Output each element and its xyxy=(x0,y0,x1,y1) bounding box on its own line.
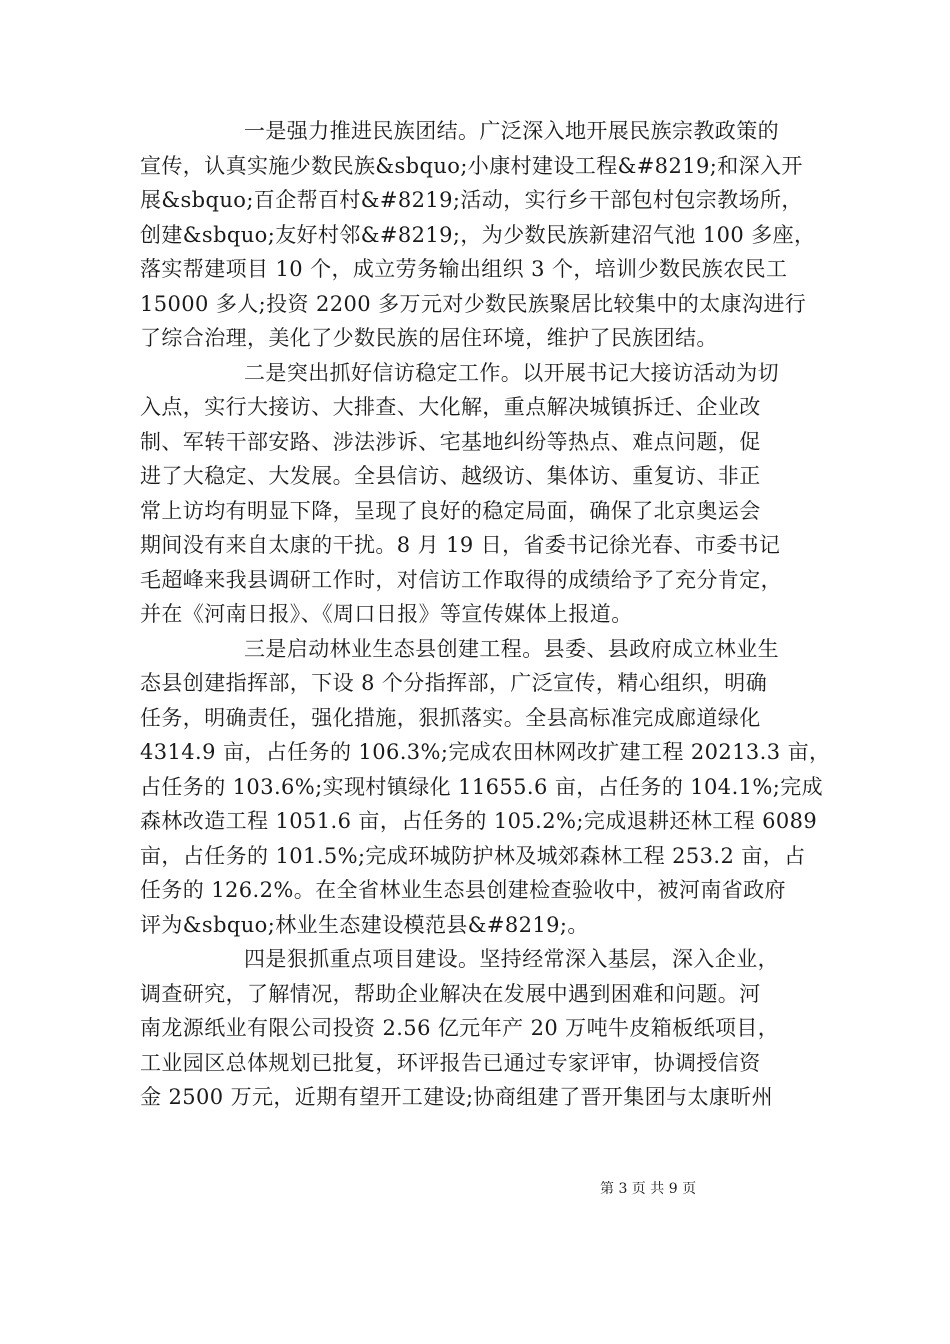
paragraph-line: 任务的 126.2%。在全省林业生态县创建检查验收中，被河南省政府 xyxy=(140,878,786,902)
paragraph-line: 入点，实行大接访、大排查、大化解，重点解决城镇拆迁、企业改 xyxy=(140,395,761,419)
paragraph-line: 四是狠抓重点项目建设。坚持经常深入基层，深入企业， xyxy=(244,947,779,971)
paragraph-line: 工业园区总体规划已批复，环评报告已通过专家评审，协调授信资 xyxy=(140,1050,761,1075)
paragraph-line: 进了大稳定、大发展。全县信访、越级访、集体访、重复访、非正 xyxy=(140,464,761,488)
paragraph-line: 4314.9 亩，占任务的 106.3%;完成农田林网改扩建工程 20213.3 亩， xyxy=(140,740,831,764)
paragraph-key-projects xyxy=(140,942,830,1115)
paragraph-forestry-ecology xyxy=(140,632,830,943)
paragraph-line: 评为&sbquo;林业生态建设模范县&#8219;。 xyxy=(140,912,589,937)
paragraph-line: 亩，占任务的 101.5%;完成环城防护林及城郊森林工程 253.2 亩，占 xyxy=(140,843,806,868)
paragraph-line: 态县创建指挥部，下设 8 个分指挥部，广泛宣传，精心组织，明确 xyxy=(140,671,768,695)
paragraph-line: 森林改造工程 1051.6 亩，占任务的 105.2%;完成退耕还林工程 6089 xyxy=(140,809,818,833)
paragraph-line: 展&sbquo;百企帮百村&#8219;活动，实行乡干部包村包宗教场所， xyxy=(140,188,803,212)
document-body xyxy=(140,114,830,1115)
paragraph-line: 制、军转干部安路、涉法涉诉、宅基地纠纷等热点、难点问题，促 xyxy=(140,429,761,454)
paragraph-line: 常上访均有明显下降，呈现了良好的稳定局面，确保了北京奥运会 xyxy=(140,498,761,523)
paragraph-line: 占任务的 103.6%;实现村镇绿化 11655.6 亩，占任务的 104.1%;完成 xyxy=(140,774,824,799)
paragraph-line: 了综合治理，美化了少数民族的居住环境，维护了民族团结。 xyxy=(140,326,718,350)
paragraph-line: 三是启动林业生态县创建工程。县委、县政府成立林业生 xyxy=(244,636,779,661)
paragraph-line: 南龙源纸业有限公司投资 2.56 亿元年产 20 万吨牛皮箱板纸项目， xyxy=(140,1016,780,1040)
paragraph-line: 任务，明确责任，强化措施，狠抓落实。全县高标准完成廊道绿化 xyxy=(140,705,761,730)
paragraph-line: 15000 多人;投资 2200 多万元对少数民族聚居比较集中的太康沟进行 xyxy=(140,291,807,316)
paragraph-line: 调查研究，了解情况，帮助企业解决在发展中遇到困难和问题。河 xyxy=(140,981,761,1006)
page-number-footer: 第 3 页 共 9 页 xyxy=(600,1181,697,1197)
paragraph-line: 宣传，认真实施少数民族&sbquo;小康村建设工程&#8219;和深入开 xyxy=(140,153,803,178)
paragraph-petition-stability xyxy=(140,356,830,632)
paragraph-line: 期间没有来自太康的干扰。8 月 19 日，省委书记徐光春、市委书记 xyxy=(140,533,781,557)
paragraph-line: 落实帮建项目 10 个，成立劳务输出组织 3 个，培训少数民族农民工 xyxy=(140,257,788,281)
paragraph-line: 毛超峰来我县调研工作时，对信访工作取得的成绩给予了充分肯定， xyxy=(140,567,782,592)
paragraph-line: 一是强力推进民族团结。广泛深入地开展民族宗教政策的 xyxy=(244,119,779,143)
paragraph-line: 创建&sbquo;友好村邻&#8219;，为少数民族新建沼气池 100 多座， xyxy=(140,222,816,247)
paragraph-ethnic-unity xyxy=(140,114,830,356)
paragraph-line: 二是突出抓好信访稳定工作。以开展书记大接访活动为切 xyxy=(244,360,779,385)
paragraph-line: 并在《河南日报》、《周口日报》等宣传媒体上报道。 xyxy=(140,602,633,626)
paragraph-line: 金 2500 万元，近期有望开工建设;协商组建了晋开集团与太康昕州 xyxy=(140,1085,774,1109)
